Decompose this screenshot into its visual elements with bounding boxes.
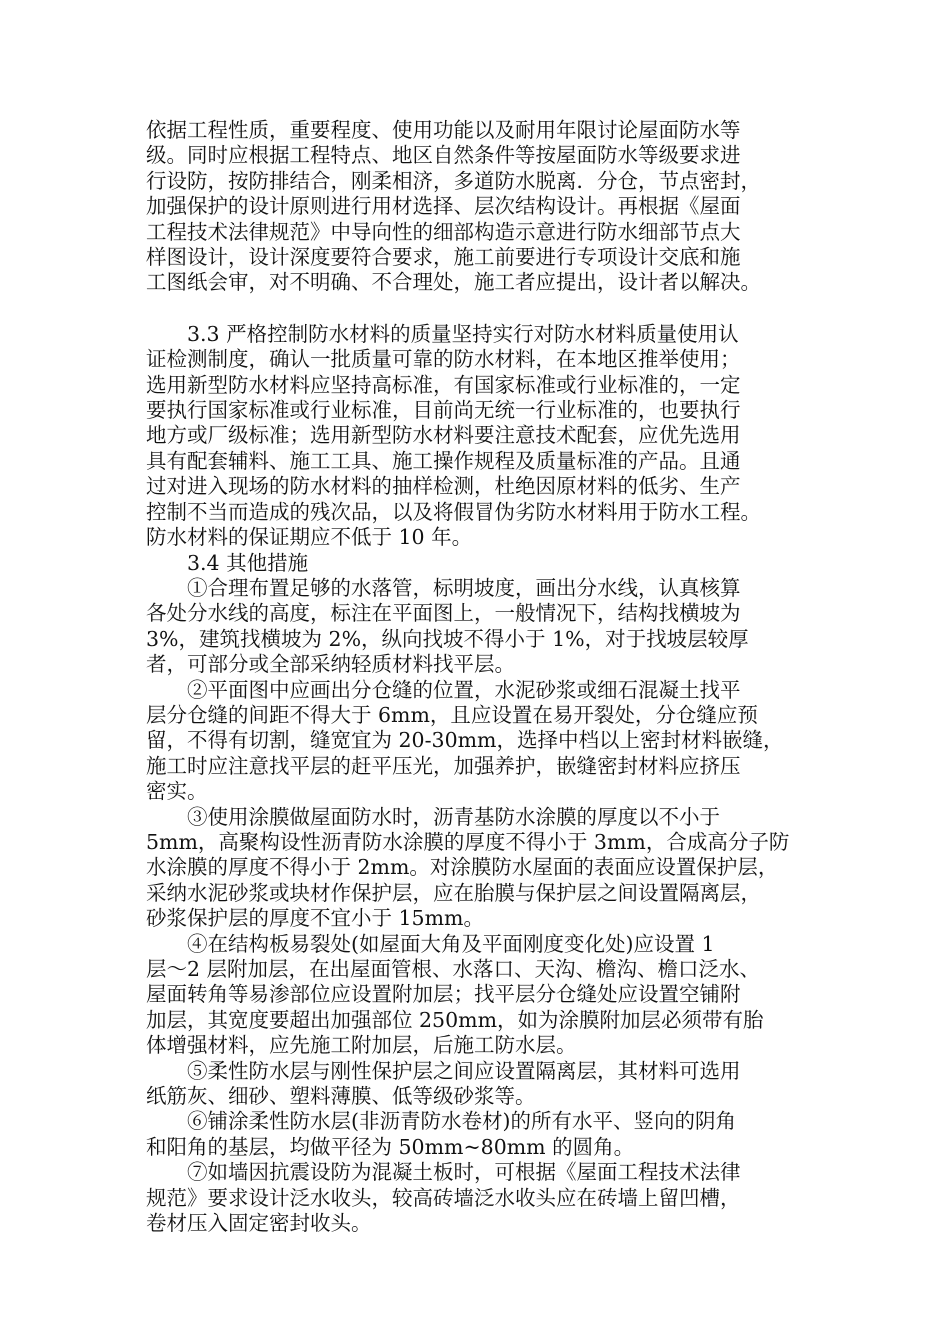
- paragraph-gap: [146, 296, 806, 322]
- text-line: 留，不得有切割，缝宽宜为 20-30mm，选择中档以上密封材料嵌缝，: [146, 728, 784, 753]
- text-line: 地方或厂级标准；选用新型防水材料要注意技术配套，应优先选用: [146, 423, 741, 448]
- text-line: 砂浆保护层的厚度不宜小于 15mm。: [146, 906, 484, 931]
- text-line: 防水材料的保证期应不低于 10 年。: [146, 525, 473, 550]
- text-line: ②平面图中应画出分仓缝的位置，水泥砂浆或细石混凝土找平: [146, 677, 741, 702]
- text-line: 具有配套辅料、施工工具、施工操作规程及质量标准的产品。且通: [146, 448, 741, 473]
- text-line: ⑦如墙因抗震设防为混凝土板时，可根据《屋面工程技术法律: [146, 1160, 741, 1185]
- text-line: 5mm，高聚构设性沥青防水涂膜的厚度不得小于 3mm，合成高分子防: [146, 829, 790, 854]
- paragraph-item-2: [146, 678, 806, 805]
- text-line: 依据工程性质，重要程度、使用功能以及耐用年限讨论屋面防水等: [146, 118, 741, 142]
- text-line: 工程技术法律规范》中导向性的细部构造示意进行防水细部节点大: [146, 219, 741, 244]
- text-line: 和阳角的基层，均做平径为 50mm~80mm 的圆角。: [146, 1134, 635, 1159]
- paragraph-item-1: [146, 576, 806, 678]
- text-line: 卷材压入固定密封收头。: [146, 1211, 372, 1236]
- text-line: 行设防，按防排结合，刚柔相济，多道防水脱离．分仓，节点密封，: [146, 168, 761, 193]
- text-line: 3.3 严格控制防水材料的质量坚持实行对防水材料质量使用认: [146, 321, 739, 346]
- text-line: ④在结构板易裂处(如屋面大角及平面刚度变化处)应设置 1: [146, 931, 715, 956]
- paragraph-section-3-3: [146, 322, 806, 551]
- text-line: 施工时应注意找平层的赶平压光，加强养护，嵌缝密封材料应挤压: [146, 753, 741, 778]
- text-line: 采纳水泥砂浆或块材作保护层，应在胎膜与保护层之间设置隔离层，: [146, 880, 761, 905]
- text-line: 各处分水线的高度，标注在平面图上，一般情况下，结构找横坡为: [146, 601, 741, 626]
- text-line: 证检测制度，确认一批质量可靠的防水材料，在本地区推举使用；: [146, 347, 741, 372]
- text-line: 加强保护的设计原则进行用材选择、层次结构设计。再根据《屋面: [146, 194, 741, 219]
- text-line: 屋面转角等易渗部位应设置附加层；找平层分仓缝处应设置空铺附: [146, 982, 741, 1007]
- text-line: 密实。: [146, 779, 208, 804]
- paragraph-item-3: [146, 805, 806, 932]
- text-line: 者，可部分或全部采纳轻质材料找平层。: [146, 652, 515, 677]
- text-line: ③使用涂膜做屋面防水时，沥青基防水涂膜的厚度以不小于: [146, 804, 720, 829]
- text-line: 层～2 层附加层，在出屋面管根、水落口、天沟、檐沟、檐口泛水、: [146, 957, 761, 981]
- text-line: 层分仓缝的间距不得大于 6mm，且应设置在易开裂处，分仓缝应预: [146, 702, 758, 727]
- text-line: 工图纸会审，对不明确、不合理处，施工者应提出，设计者以解决。: [146, 270, 761, 295]
- text-line: 加层，其宽度要超出加强部位 250mm，如为涂膜附加层必须带有胎: [146, 1007, 764, 1032]
- text-line: 选用新型防水材料应坚持高标准，有国家标准或行业标准的，一定: [146, 372, 741, 397]
- text-line: ⑥铺涂柔性防水层(非沥青防水卷材)的所有水平、竖向的阴角: [146, 1109, 736, 1134]
- paragraph-item-7: [146, 1160, 806, 1236]
- text-line: ⑤柔性防水层与刚性保护层之间应设置隔离层，其材料可选用: [146, 1058, 741, 1083]
- section-heading: 3.4 其他措施: [146, 550, 309, 575]
- document-page: [146, 118, 806, 1236]
- text-line: 控制不当而造成的残次品，以及将假冒伪劣防水材料用于防水工程。: [146, 499, 761, 524]
- text-line: 级。同时应根据工程特点、地区自然条件等按屋面防水等级要求进: [146, 143, 741, 168]
- text-line: 要执行国家标准或行业标准，目前尚无统一行业标准的，也要执行: [146, 398, 741, 423]
- text-line: 样图设计，设计深度要符合要求，施工前要进行专项设计交底和施: [146, 245, 741, 270]
- paragraph-item-6: [146, 1109, 806, 1160]
- text-line: 过对进入现场的防水材料的抽样检测，杜绝因原材料的低劣、生产: [146, 474, 741, 499]
- text-line: 水涂膜的厚度不得小于 2mm。对涂膜防水屋面的表面应设置保护层，: [146, 855, 779, 880]
- text-line: 体增强材料，应先施工附加层，后施工防水层。: [146, 1033, 577, 1058]
- text-line: ①合理布置足够的水落管，标明坡度，画出分水线，认真核算: [146, 575, 741, 600]
- paragraph-item-5: [146, 1059, 806, 1110]
- section-heading-3-4: [146, 551, 806, 576]
- paragraph-item-4: [146, 932, 806, 1059]
- text-line: 3%，建筑找横坡为 2%，纵向找坡不得小于 1%，对于找坡层较厚: [146, 626, 749, 651]
- paragraph-design-principles: [146, 118, 806, 296]
- text-line: 规范》要求设计泛水收头，较高砖墙泛水收头应在砖墙上留凹槽，: [146, 1185, 741, 1210]
- text-line: 纸筋灰、细砂、塑料薄膜、低等级砂浆等。: [146, 1084, 536, 1109]
